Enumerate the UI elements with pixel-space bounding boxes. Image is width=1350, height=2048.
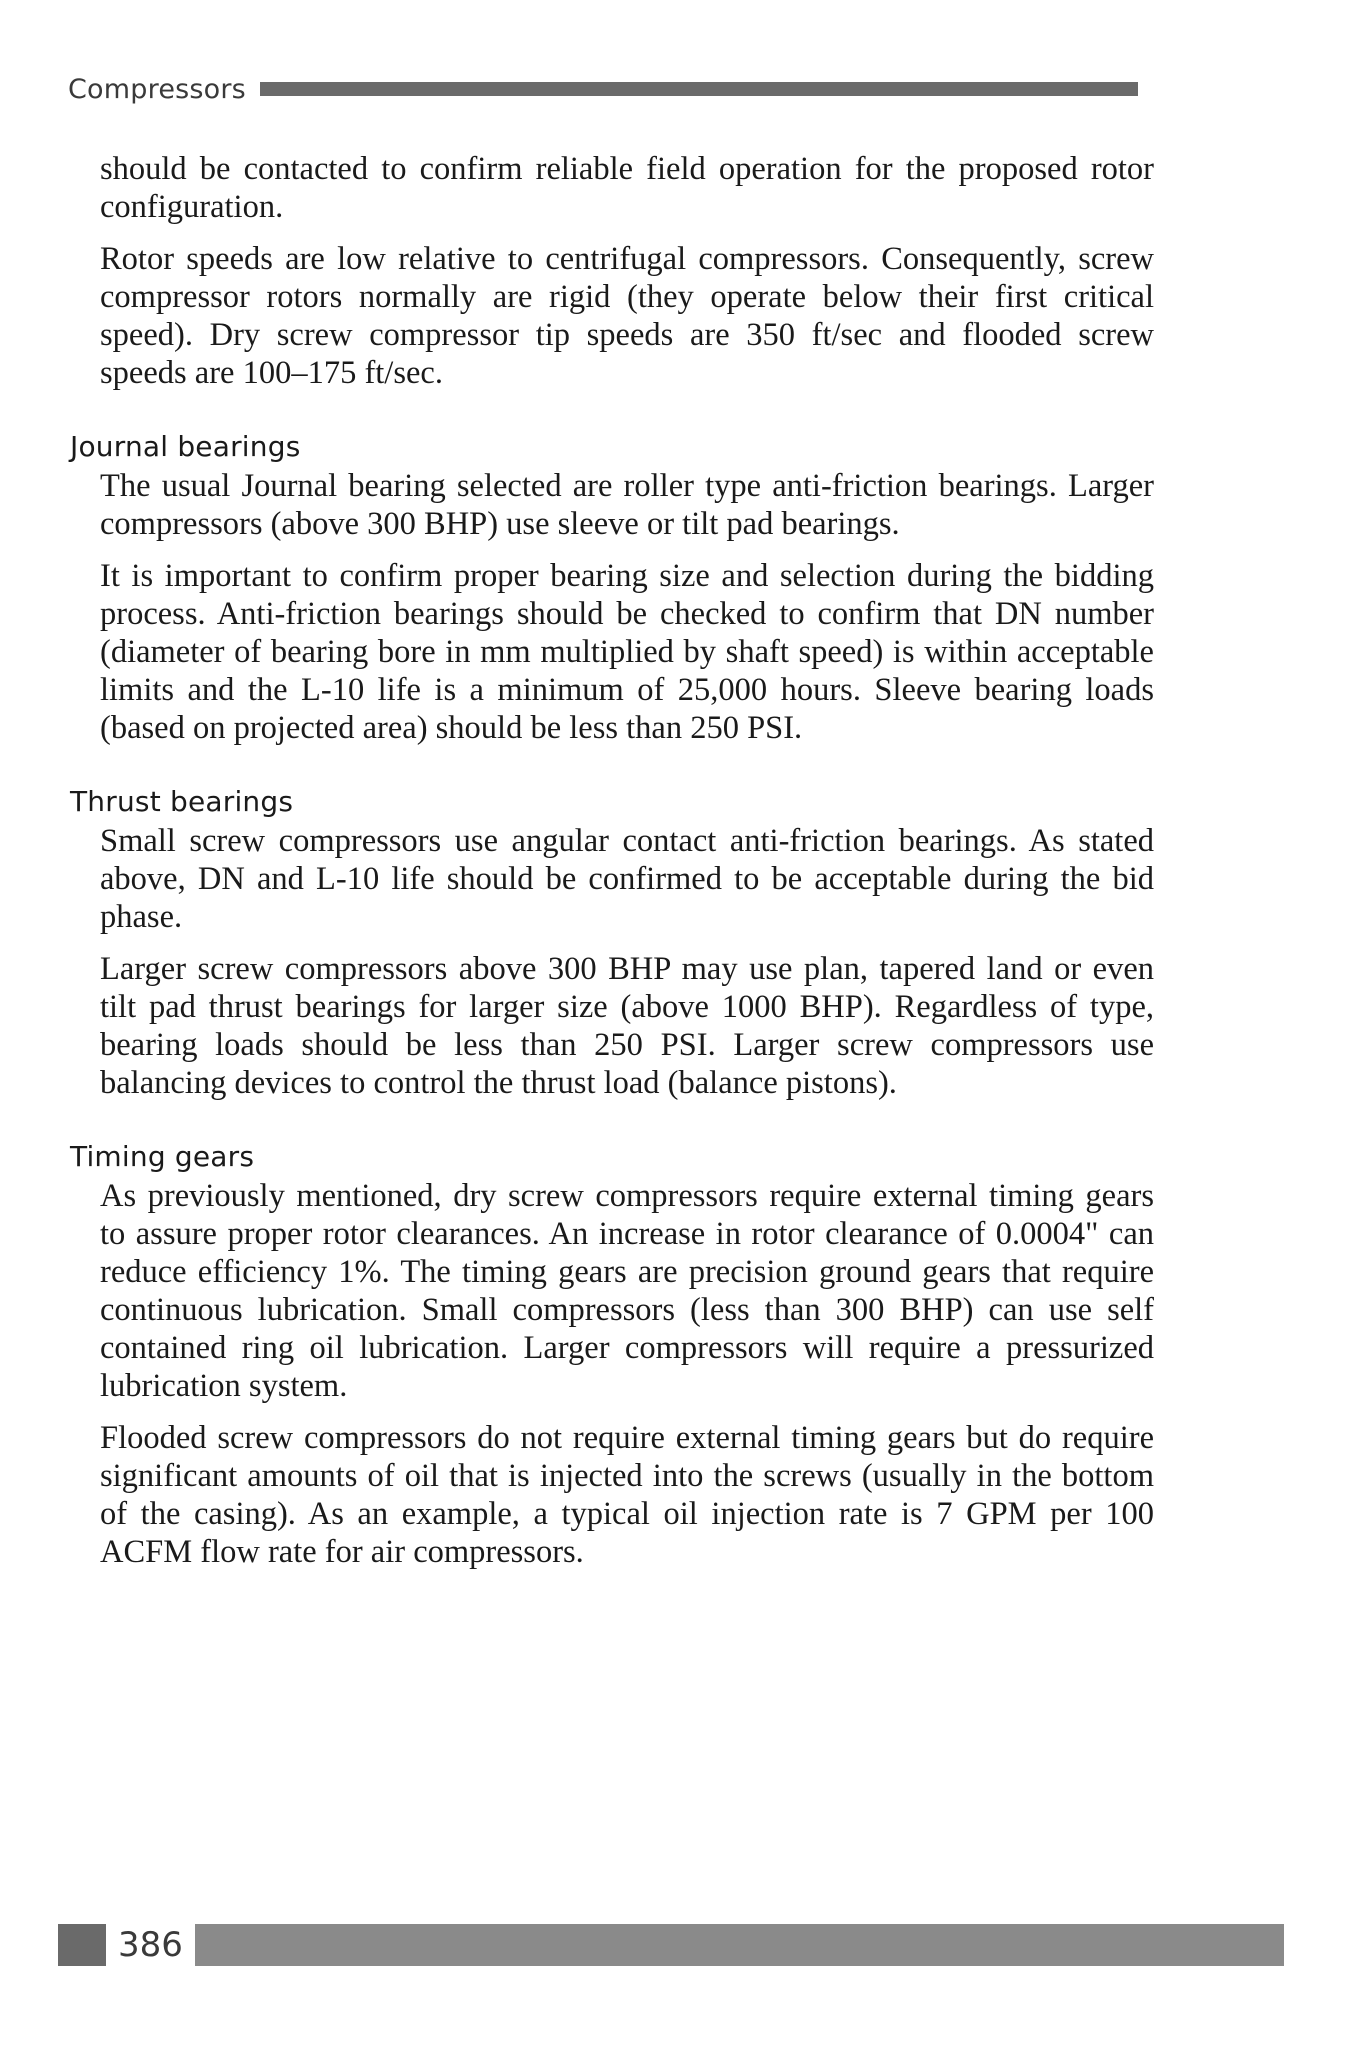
page-content	[70, 150, 1160, 1585]
page-number: 386	[118, 1925, 183, 1965]
footer-rule	[195, 1924, 1284, 1966]
section-heading-thrust-bearings: Thrust bearings	[70, 785, 294, 818]
footer-block	[58, 1924, 106, 1966]
paragraph: Larger screw compressors above 300 BHP may use plan, tapered land or even tilt pad thrust bearings for larger size (above 1000 BHP). Regardless of type, bearing loads should be less than 250 PSI. Larger screw compressors use balancing devices to control the thrust load (balance pistons).	[100, 951, 1154, 1101]
section-heading-journal-bearings: Journal bearings	[70, 430, 301, 463]
paragraph: The usual Journal bearing selected are roller type anti-friction bearings. Larger compressors (above 300 BHP) use sleeve or tilt pad bearings.	[100, 468, 1154, 542]
running-header-title: Compressors	[68, 73, 246, 105]
page-footer	[58, 1923, 1284, 1967]
paragraph: Small screw compressors use angular contact anti-friction bearings. As stated above, DN and L-10 life should be confirmed to be acceptable during the bid phase.	[100, 823, 1154, 935]
paragraph: should be contacted to confirm reliable field operation for the proposed rotor configuration.	[100, 151, 1154, 225]
section-heading-timing-gears: Timing gears	[70, 1140, 255, 1173]
paragraph: Rotor speeds are low relative to centrifugal compressors. Consequently, screw compressor rotors normally are rigid (they operate below their first critical speed). Dry screw compressor tip speeds are 350 ft/sec and flooded screw speeds are 100–175 ft/sec.	[100, 241, 1154, 391]
paragraph: As previously mentioned, dry screw compressors require external timing gears to assure proper rotor clearances. An increase in rotor clearance of 0.0004" can reduce efficiency 1%. The timing gears are precision ground gears that require continuous lubrication. Small compressors (less than 300 BHP) can use self contained ring oil lubrication. Larger compressors will require a pressurized lubrication system.	[100, 1178, 1154, 1404]
paragraph: Flooded screw compressors do not require external timing gears but do require significant amounts of oil that is injected into the screws (usually in the bottom of the casing). As an example, a typical oil injection rate is 7 GPM per 100 ACFM flow rate for air compressors.	[100, 1420, 1154, 1570]
header-rule	[260, 82, 1138, 96]
running-header	[68, 68, 1138, 110]
paragraph: It is important to confirm proper bearing size and selection during the bidding process. Anti-friction bearings should be checked to confirm that DN number (diameter of bearing bore in mm multiplied by shaft speed) is within acceptable limits and the L-10 life is a minimum of 25,000 hours. Sleeve bearing loads (based on projected area) should be less than 250 PSI.	[100, 558, 1154, 746]
